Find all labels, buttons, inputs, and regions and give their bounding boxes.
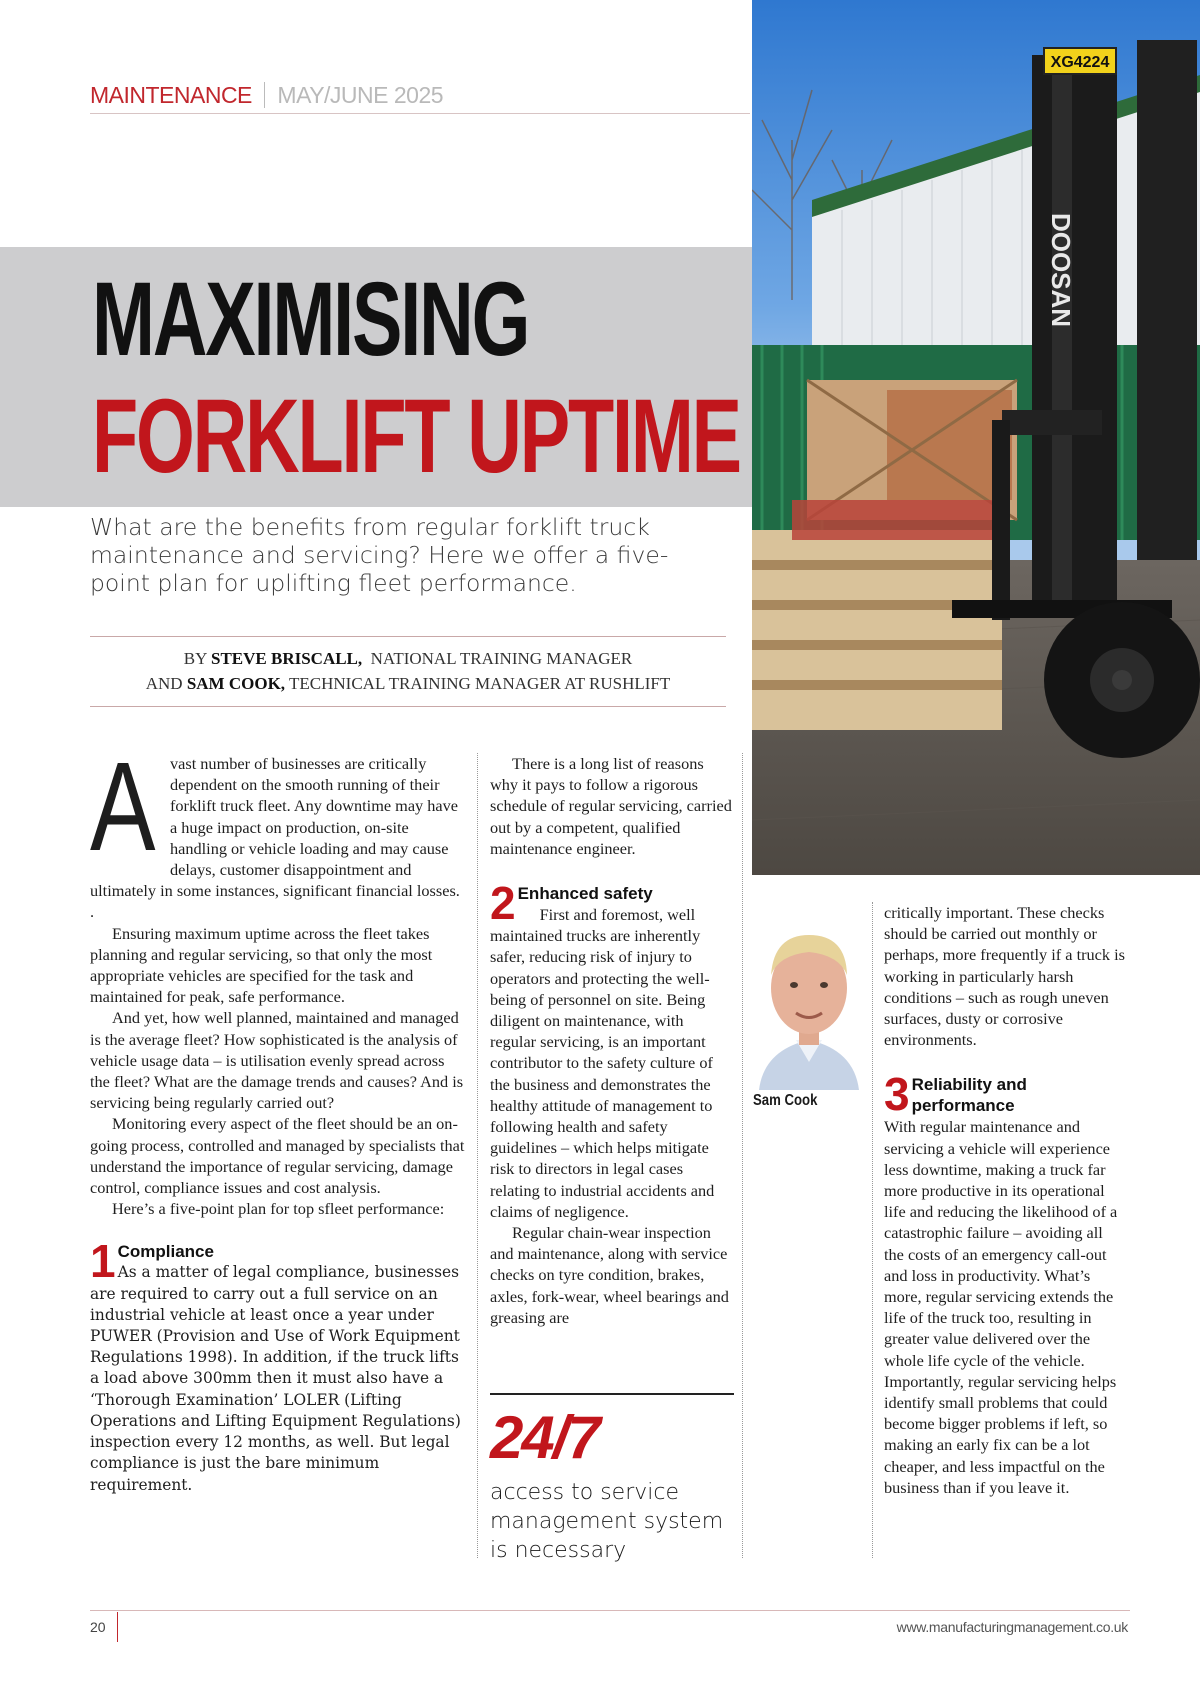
section-title: Compliance xyxy=(117,1242,214,1262)
article-column-2 xyxy=(490,753,732,1328)
footer-url[interactable]: www.manufacturingmanagement.co.uk xyxy=(896,1619,1128,1635)
byline xyxy=(90,646,726,696)
title-line-1: MAXIMISING xyxy=(92,261,529,378)
paragraph: First and foremost, well maintained trucks are inherently safer, reducing risk of injury to operators and protecting the well-being of personnel on site. Being diligent on maintenance, with regular servicing, is an important contributor to the safety culture of the business and demonstrates the healthy attitude of management to following health and safety guidelines – which helps mitigate risk to directors in legal cases relating to industrial accidents and claims of negligence. xyxy=(490,905,715,1221)
paragraph: Regular chain-wear inspection and maintenance, along with service checks on tyre condition, brakes, axles, fork-wear, wheel bearings and greasing are xyxy=(490,1223,729,1327)
header-rule xyxy=(90,113,750,114)
author-2-role: TECHNICAL TRAINING MANAGER AT RUSHLIFT xyxy=(289,674,671,693)
article-column-1 xyxy=(90,736,467,1496)
byline-rule-bottom xyxy=(90,706,726,707)
forklift-photo xyxy=(752,0,1200,875)
section-number: 3 xyxy=(884,1068,910,1121)
article-column-3 xyxy=(884,902,1126,1498)
drop-cap: A xyxy=(90,736,156,877)
column-divider xyxy=(477,753,478,1558)
stat-rule xyxy=(490,1393,734,1395)
stat-text: access to service management system is necessary xyxy=(490,1480,724,1563)
paragraph: Ensuring maximum uptime across the fleet takes planning and regular servicing, so that only the most appropriate vehicles are specified for the task and maintained for peak, safe performance. xyxy=(90,923,433,1007)
paragraph: With regular maintenance and servicing a vehicle will experience less downtime, making a truck far more productive in its operational life and reducing the likelihood of a catastrophic failure – avoiding all the costs of an emergency call-out and loss in productivity. What’s more, regular servicing extends the life of the truck too, resulting in greater value delivered over the whole life cycle of the vehicle. Importantly, regular servicing helps identify small problems that could become bigger problems if left, so making an early fix can be a lot cheaper, and less impactful on the business than if you leave it. xyxy=(884,1117,1118,1497)
column-divider xyxy=(872,902,873,1558)
brand-text: DOOSAN xyxy=(1046,212,1076,328)
section-title: Enhanced safety xyxy=(517,884,653,904)
footer-rule xyxy=(90,1610,1130,1611)
section-label: MAINTENANCE xyxy=(90,82,252,108)
paragraph: And yet, how well planned, maintained and managed is the average fleet? How sophisticated is the analysis of vehicle usage data – is utilisation evenly spread across the fleet? What are the damage trends and causes? And is servicing being regularly carried out? xyxy=(90,1008,464,1113)
column-divider xyxy=(742,753,743,1558)
issue-date: MAY/JUNE 2025 xyxy=(277,82,444,108)
title-line-2: FORKLIFT UPTIME xyxy=(92,378,740,495)
section-header xyxy=(90,82,443,109)
section-heading-1 xyxy=(90,1235,467,1288)
standfirst: What are the benefits from regular forklift truck maintenance and servicing? Here we offer a five-point plan for uplifting fleet performance. xyxy=(90,513,669,597)
header-divider xyxy=(264,82,266,108)
paragraph: Here’s a five-point plan for top sfleet performance: xyxy=(112,1199,445,1219)
stat-number: 24/7 xyxy=(490,1404,599,1471)
byline-by: BY xyxy=(183,649,207,668)
paragraph: There is a long list of reasons why it pays to follow a rigorous schedule of regular servicing, carried out by a competent, qualified maintenance engineer. xyxy=(490,754,732,858)
byline-and: AND xyxy=(145,674,183,693)
byline-rule-top xyxy=(90,636,726,637)
paragraph: Monitoring every aspect of the fleet should be an on-going process, controlled and managed by specialists that understand the importance of regular servicing, damage control, compliance issues and cost analysis. xyxy=(90,1114,465,1198)
paragraph: critically important. These checks should be carried out monthly or perhaps, more frequently if a truck is working in particularly harsh conditions – such as rough uneven surfaces, dusty or corrosive environments. xyxy=(884,903,1125,1050)
author-1: STEVE BRISCALL, xyxy=(210,649,363,668)
page-number: 20 xyxy=(90,1619,106,1635)
footer-tick xyxy=(117,1612,118,1642)
portrait-photo xyxy=(754,900,864,1090)
portrait-caption: Sam Cook xyxy=(753,1092,818,1109)
author-2: SAM COOK, xyxy=(186,674,286,693)
section-number: 2 xyxy=(490,877,516,930)
paragraph: As a matter of legal compliance, businesses are required to carry out a full service on an industrial vehicle at least once a year under PUWER (Provision and Use of Work Equipment Regulations 1998). In addition, if the truck lifts a load above 300mm then it must also have a ‘Thorough Examination’ LOLER (Lifting Operations and Lifting Equipment Regulations) inspection every 12 months, as well. But legal compliance is just the bare minimum requirement. xyxy=(90,1263,461,1494)
paragraph: vast number of businesses are critically dependent on the smooth running of their forklift truck fleet. Any downtime may have a huge impact on production, on-site handling or vehicle loading and may cause delays, customer disappointment and ultimately in some instances, significant financial losses. . xyxy=(90,754,460,922)
section-heading-3 xyxy=(884,1068,1126,1121)
author-1-role: NATIONAL TRAINING MANAGER xyxy=(370,649,633,668)
plate-text: XG4224 xyxy=(1050,54,1110,71)
section-heading-2 xyxy=(490,877,732,930)
section-number: 1 xyxy=(90,1235,116,1288)
section-title: Reliability and performance xyxy=(911,1075,1027,1116)
